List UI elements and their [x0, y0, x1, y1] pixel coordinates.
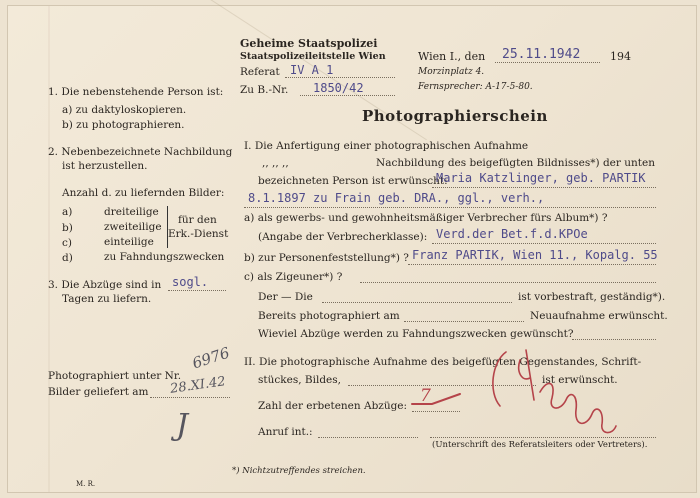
bnr-label: Zu B.-Nr. — [240, 84, 289, 96]
class-line — [432, 243, 656, 244]
footer-initials: M. R. — [76, 480, 96, 488]
year-suffix: 194 — [610, 50, 631, 63]
bnr-line — [300, 95, 395, 96]
photographed-label: Photographiert unter Nr. — [48, 370, 182, 382]
option-c-line — [360, 282, 656, 283]
paper-fold — [48, 6, 50, 492]
der-die-label: Der — Die — [258, 291, 313, 303]
date-line — [495, 62, 600, 63]
abzuege-line — [412, 411, 460, 412]
neuaufnahme-text: Neuaufnahme erwünscht. — [530, 310, 668, 322]
item1-a: a) zu daktyloskopieren. — [62, 104, 187, 116]
section2-line1: II. Die photographische Aufnahme des beigefügten Gegenstandes, Schrift- — [244, 356, 642, 368]
opt-b-letter: b) — [62, 222, 73, 234]
bereits-text: Bereits photographiert am — [258, 310, 400, 322]
class-label: (Angabe der Verbrecherklasse): — [258, 231, 428, 243]
item3-prefix: 3. Die Abzüge sind in — [48, 279, 162, 291]
city-date-prefix: Wien I., den — [418, 50, 486, 63]
birth-line — [244, 207, 656, 208]
org-office: Staatspolizeileitstelle Wien — [240, 51, 386, 62]
class-value: Verd.der Bet.f.d.KPOe — [436, 227, 588, 241]
section2-object-line — [348, 385, 536, 386]
abzuege-value: 7 — [420, 386, 431, 406]
anruf-label: Anruf int.: — [258, 426, 313, 438]
option-b-label: b) zur Personenfeststellung*) ? — [244, 252, 409, 264]
der-die-line — [322, 302, 512, 303]
wieviel-text: Wieviel Abzüge werden zu Fahndungszwecken gewünscht? — [258, 328, 574, 340]
form-title: Photographierschein — [362, 107, 548, 125]
item3-value: sogl. — [172, 275, 209, 289]
bnr-value: 1850/42 — [313, 81, 364, 95]
brace-text2: Erk.-Dienst — [168, 228, 229, 240]
referat-value: IV A 1 — [290, 63, 334, 77]
pencil-initial: J — [176, 408, 189, 443]
section2-line2-suffix: ist erwünscht. — [542, 374, 618, 386]
item1-b: b) zu photographieren. — [62, 119, 185, 131]
item1-intro: 1. Die nebenstehende Person ist: — [48, 86, 224, 98]
item2-line2: ist herzustellen. — [62, 160, 148, 172]
photographed-number: 6976 — [189, 343, 232, 373]
vorbestraft-text: ist vorbestraft, geständig*). — [518, 291, 666, 303]
referat-line — [285, 77, 395, 78]
option-b-line — [408, 264, 656, 265]
opt-d-text: zu Fahndungszwecken — [104, 251, 225, 263]
section1-quote-text: Nachbildung des beigefügten Bildnisses*) der unten — [376, 157, 655, 169]
person-line — [432, 187, 656, 188]
wieviel-line — [572, 339, 656, 340]
brace — [164, 206, 168, 248]
opt-a-letter: a) — [62, 206, 73, 218]
item3-line — [168, 290, 226, 291]
item2-line1: 2. Nebenbezeichnete Nachbildung — [48, 146, 233, 158]
count-label: Anzahl d. zu liefernden Bilder: — [62, 187, 225, 199]
opt-c-letter: c) — [62, 237, 72, 249]
section2-line2-prefix: stückes, Bildes, — [258, 374, 341, 386]
abzuege-label: Zahl der erbetenen Abzüge: — [258, 400, 408, 412]
section1-heading: I. Die Anfertigung einer photographischen Aufnahme — [244, 140, 529, 152]
birth-info: 8.1.1897 zu Frain geb. DRA., ggl., verh., — [248, 191, 545, 205]
delivered-date: 28.XI.42 — [169, 374, 227, 397]
signature-line — [430, 437, 656, 438]
opt-a-text: dreiteilige — [104, 206, 159, 218]
opt-b-text: zweiteilige — [104, 221, 162, 233]
brace-text1: für den — [178, 214, 217, 226]
referat-label: Referat — [240, 66, 280, 78]
delivered-label: Bilder geliefert am — [48, 386, 149, 398]
bereits-line — [404, 321, 524, 322]
opt-d-letter: d) — [62, 252, 73, 264]
opt-c-text: einteilige — [104, 236, 154, 248]
item3-line2: Tagen zu liefern. — [62, 293, 152, 305]
option-a-album: a) als gewerbs- und gewohnheitsmäßiger Verbrecher fürs Album*) ? — [244, 212, 608, 224]
delivered-line — [150, 397, 230, 398]
anruf-line — [318, 437, 418, 438]
phone: Fernsprecher: A-17-5-80. — [418, 82, 533, 92]
date-typed: 25.11.1942 — [502, 47, 581, 62]
person-name: Maria Katzlinger, geb. PARTIK — [436, 171, 646, 185]
org-name: Geheime Staatspolizei — [240, 37, 378, 50]
footnote: *) Nichtzutreffendes streichen. — [232, 466, 366, 476]
option-b-value: Franz PARTIK, Wien 11., Kopalg. 55 — [412, 248, 658, 262]
option-c-zigeuner: c) als Zigeuner*) ? — [244, 271, 343, 283]
person-label: bezeichneten Person ist erwünscht: — [258, 175, 448, 187]
address: Morzinplatz 4. — [418, 67, 485, 77]
section1-quote-marks: ,, ,, ,, — [262, 157, 289, 169]
signature-caption: (Unterschrift des Referatsleiters oder Vertreters). — [432, 440, 648, 450]
